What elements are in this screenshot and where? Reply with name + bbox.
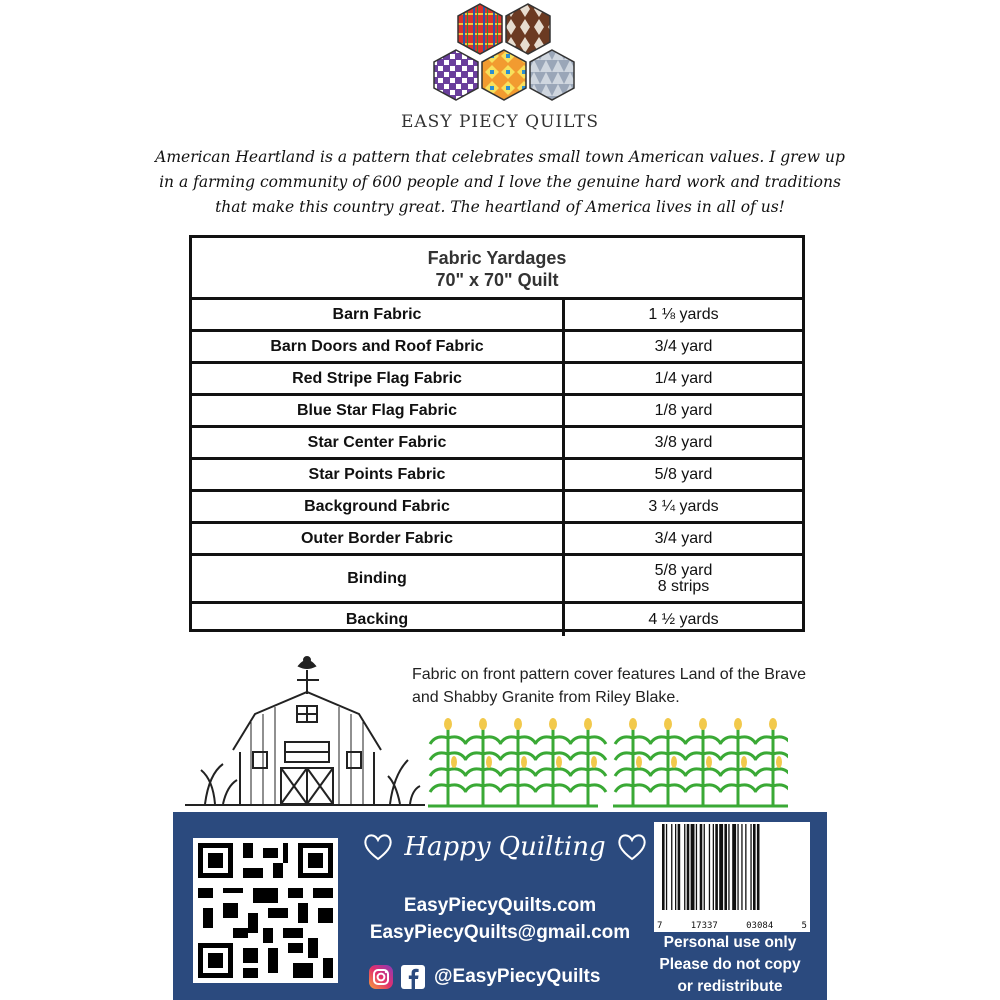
barcode-bars — [654, 822, 810, 918]
fabric-amount — [565, 604, 802, 636]
heart-outline-icon — [362, 832, 394, 862]
amount-text: 3/4 yard — [654, 337, 713, 355]
barcode-digit: 5 — [801, 921, 807, 931]
corn-field-illustration — [428, 718, 788, 810]
barcode-bar — [728, 824, 729, 910]
barcode-numbers — [654, 921, 810, 931]
usage-line: Please do not copy — [659, 956, 801, 973]
contact-block — [350, 892, 650, 946]
table-row — [192, 428, 802, 460]
barcode-bar — [678, 824, 681, 910]
amount-text: 5/8 yard — [654, 465, 713, 483]
intro-line: American Heartland is a pattern that celebrates small town American values. I grew up — [155, 148, 845, 166]
barcode-digit: 17337 — [690, 921, 718, 931]
fabric-name: Star Center Fabric — [192, 428, 565, 457]
facebook-icon[interactable] — [400, 964, 426, 990]
barcode-bar — [715, 824, 718, 910]
barcode-bar — [684, 824, 685, 910]
barcode-bar — [691, 824, 695, 910]
happy-quilting — [360, 822, 650, 872]
barcode-bar — [719, 824, 723, 910]
fabric-amount — [565, 332, 802, 361]
table-row — [192, 492, 802, 524]
instagram-icon[interactable] — [368, 964, 394, 990]
amount-text: 3/8 yard — [654, 433, 713, 451]
qr-code[interactable] — [193, 838, 338, 983]
website-link[interactable]: EasyPiecyQuilts.com — [403, 895, 597, 916]
happy-quilting-text: Happy Quilting — [404, 832, 606, 862]
fabric-credit-note: Fabric on front pattern cover features Land of the Brave and Shabby Granite from Riley Blake. — [412, 666, 806, 706]
intro-line: that make this country great. The heartland of America lives in all of us! — [215, 198, 785, 216]
fabric-name: Background Fabric — [192, 492, 565, 521]
heart-outline-icon — [616, 832, 648, 862]
amount-text: 1 ⅛ yards — [648, 305, 719, 323]
table-row — [192, 524, 802, 556]
fabric-name: Backing — [192, 604, 565, 636]
table-row — [192, 364, 802, 396]
fabric-amount — [565, 428, 802, 457]
logo-brand-text: EASY PIECY QUILTS — [400, 112, 600, 132]
email-link[interactable]: EasyPiecyQuilts@gmail.com — [369, 922, 631, 943]
barcode-digit: 7 — [657, 921, 663, 931]
table-header — [192, 238, 802, 300]
fabric-amount — [565, 556, 802, 601]
table-row — [192, 460, 802, 492]
fabric-name: Red Stripe Flag Fabric — [192, 364, 565, 393]
barcode-bar — [675, 824, 676, 910]
table-subtitle: 70" x 70" Quilt — [435, 270, 559, 290]
intro-paragraph — [150, 145, 850, 220]
amount-subtext: 8 strips — [657, 577, 710, 595]
barcode-bar — [671, 824, 672, 910]
intro-line: in a farming community of 600 people and I love the genuine hard work and traditions — [159, 173, 841, 191]
table-title: Fabric Yardages — [427, 248, 567, 268]
table-row — [192, 396, 802, 428]
fabric-amount — [565, 524, 802, 553]
barcode-bar — [745, 824, 746, 910]
fabric-amount — [565, 396, 802, 425]
table-row — [192, 332, 802, 364]
barcode-bar — [737, 824, 738, 910]
fabric-amount — [565, 364, 802, 393]
social-handles — [368, 962, 600, 992]
barcode-bar — [700, 824, 703, 910]
usage-notice — [645, 932, 815, 998]
fabric-name: Barn Fabric — [192, 300, 565, 329]
barcode-bar — [750, 824, 751, 910]
barcode-bar — [687, 824, 690, 910]
barcode-bar — [662, 824, 665, 910]
table-row — [192, 300, 802, 332]
usage-line: or redistribute — [677, 978, 783, 995]
barcode-bar — [753, 824, 756, 910]
barcode — [654, 822, 810, 932]
barcode-bar — [666, 824, 667, 910]
amount-text: 3/4 yard — [654, 529, 713, 547]
fabric-amount — [565, 492, 802, 521]
social-handle[interactable]: @EasyPiecyQuilts — [434, 966, 601, 987]
fabric-name: Star Points Fabric — [192, 460, 565, 489]
fabric-yardage-table — [189, 235, 805, 632]
fabric-amount — [565, 460, 802, 489]
amount-text: 1/4 yard — [654, 369, 713, 387]
amount-text: 1/8 yard — [654, 401, 713, 419]
amount-text: 4 ½ yards — [648, 611, 719, 628]
amount-text: 3 ¼ yards — [648, 497, 719, 515]
barn-illustration — [185, 652, 425, 807]
barcode-bar — [732, 824, 736, 910]
barcode-bar — [757, 824, 760, 910]
fabric-name: Outer Border Fabric — [192, 524, 565, 553]
barcode-bar — [704, 824, 705, 910]
usage-line: Personal use only — [663, 934, 797, 951]
barcode-bar — [696, 824, 697, 910]
table-row — [192, 604, 802, 636]
barcode-bar — [741, 824, 742, 910]
fabric-name: Blue Star Flag Fabric — [192, 396, 565, 425]
fabric-name: Binding — [192, 556, 565, 601]
barcode-digit: 03084 — [746, 921, 774, 931]
barcode-bar — [713, 824, 714, 910]
fabric-name: Barn Doors and Roof Fabric — [192, 332, 565, 361]
barcode-bar — [709, 824, 710, 910]
amount-text: 5/8 yard — [654, 561, 713, 579]
fabric-amount — [565, 300, 802, 329]
barcode-bar — [724, 824, 727, 910]
table-row — [192, 556, 802, 604]
